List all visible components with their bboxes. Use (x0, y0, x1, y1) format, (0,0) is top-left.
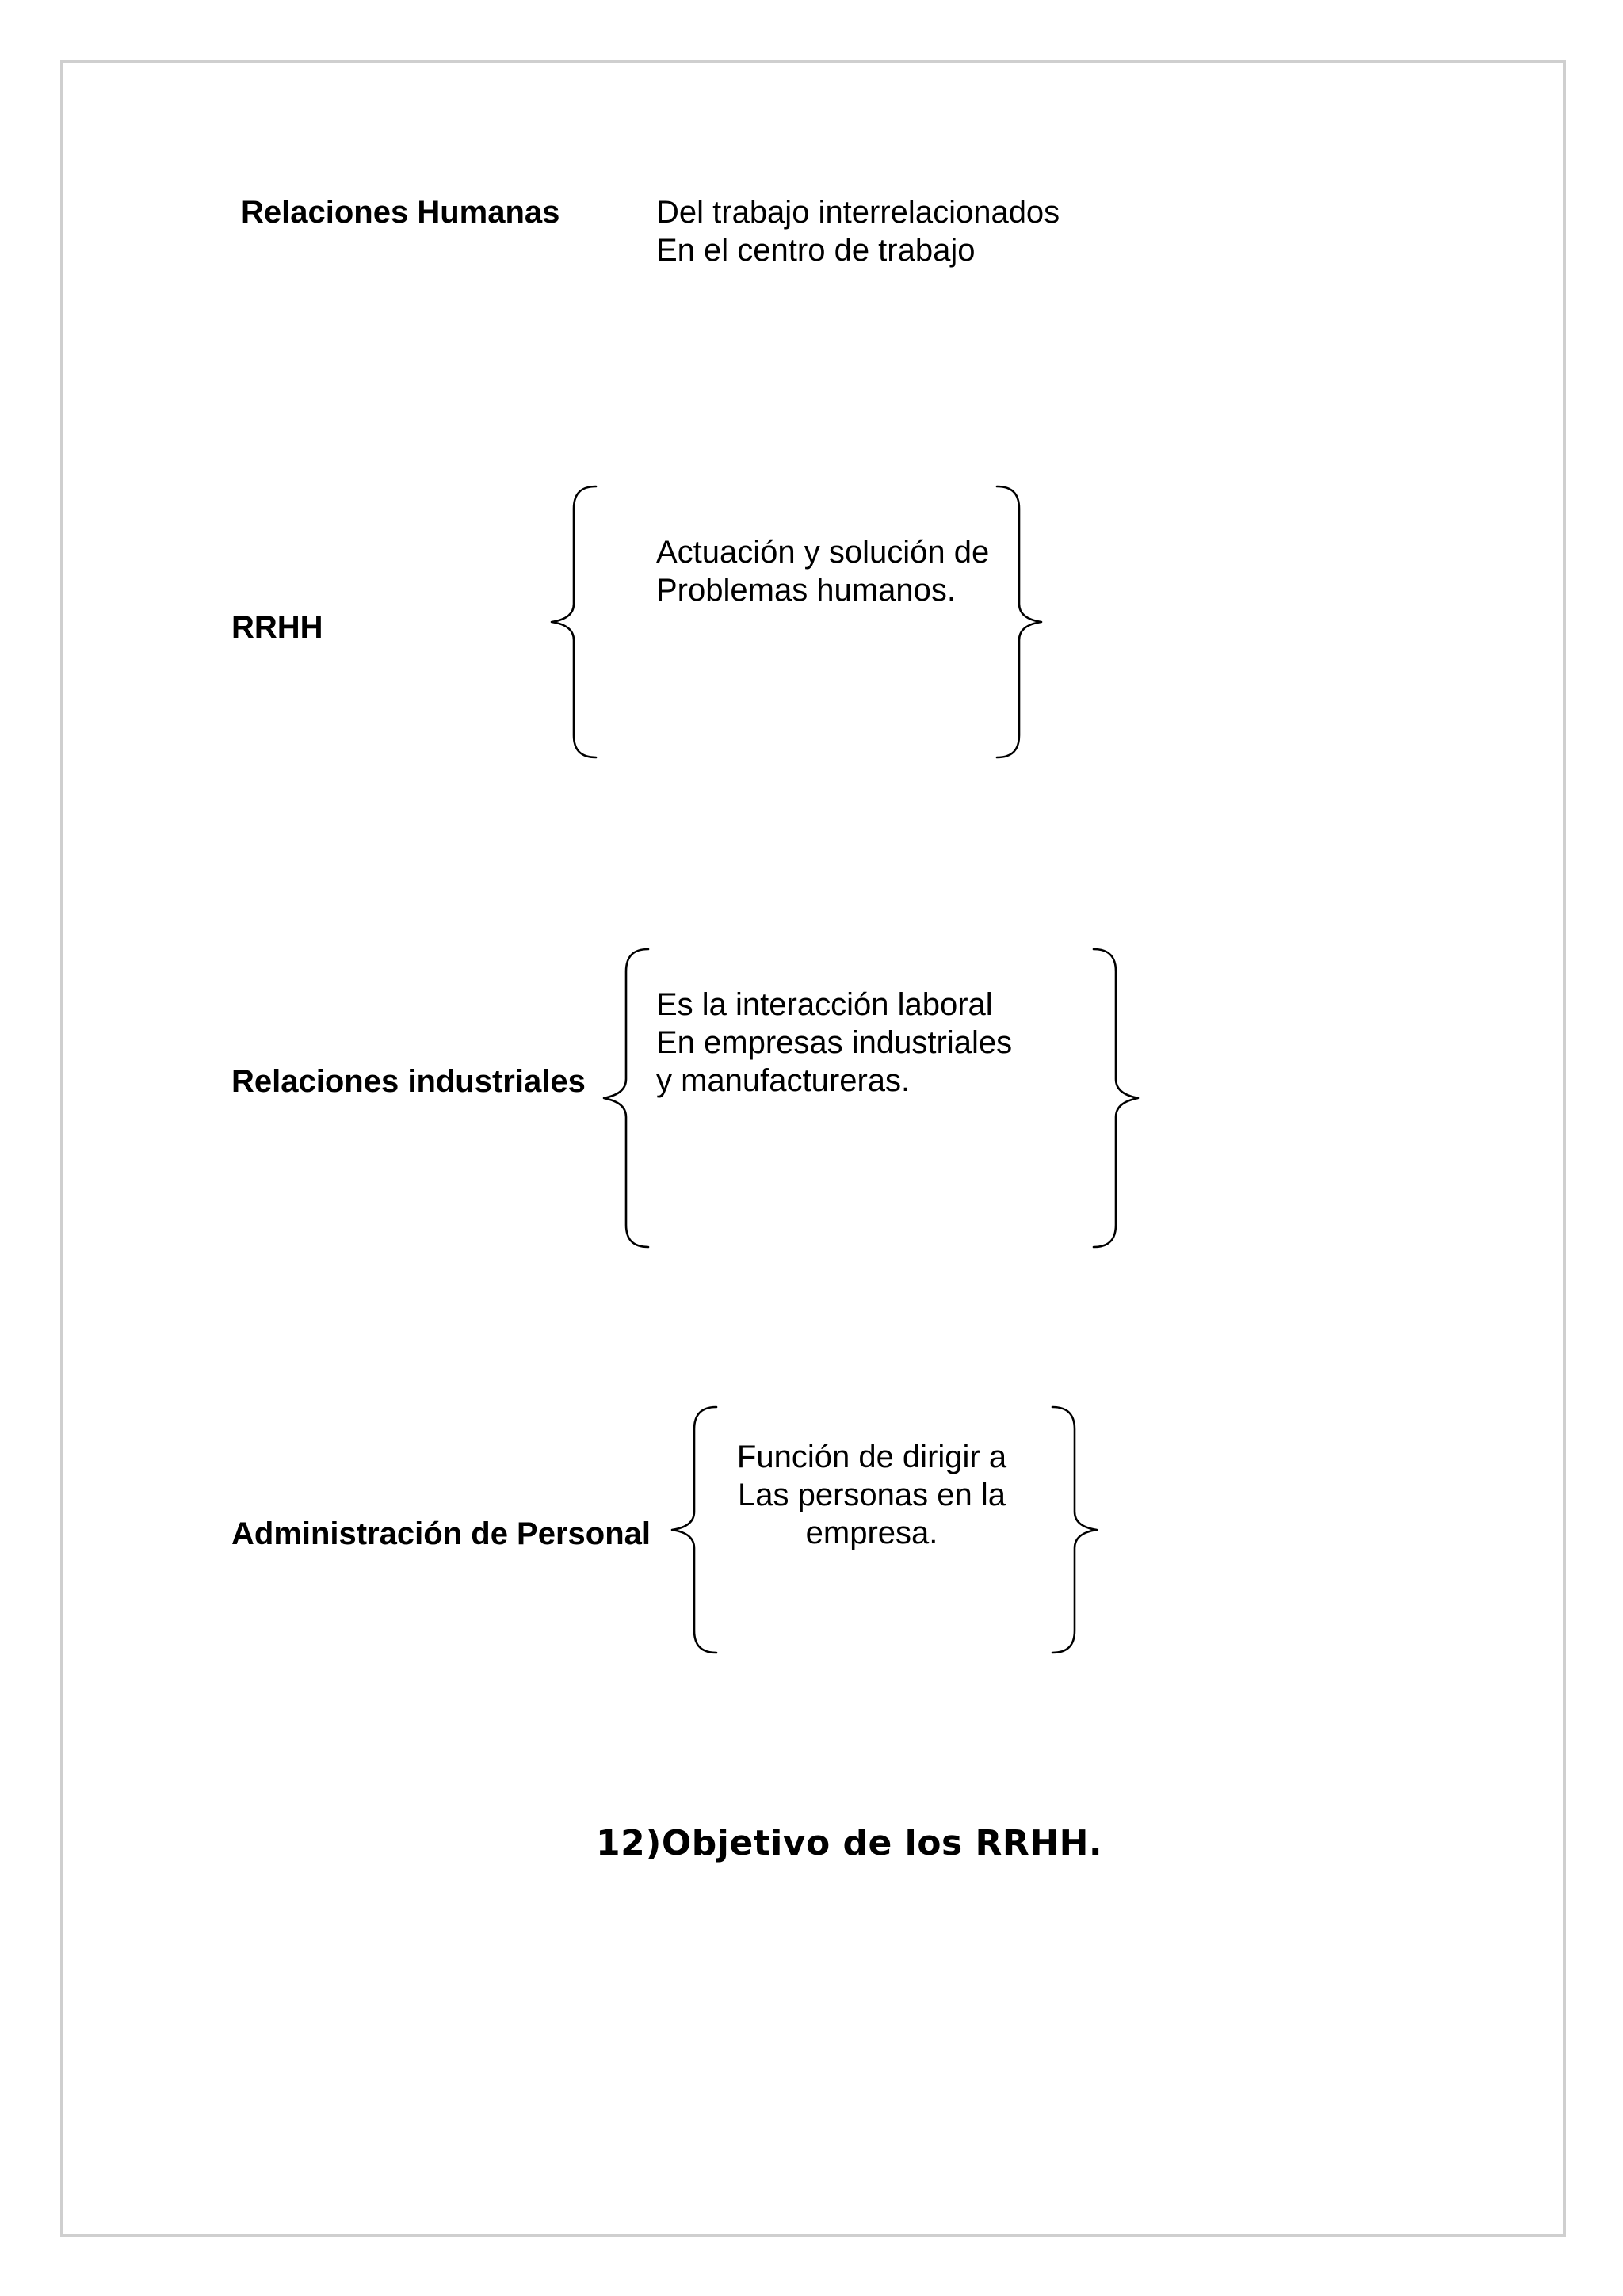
right-brace-icon (995, 485, 1046, 759)
description-line: empresa. (805, 1516, 938, 1550)
term-rrhh: RRHH (231, 610, 323, 645)
description-line: Las personas en la (737, 1478, 1006, 1512)
left-brace-icon (547, 485, 598, 759)
term-relaciones-industriales: Relaciones industriales (231, 1064, 586, 1099)
description-line: En empresas industriales (656, 1025, 1013, 1060)
description-line: Problemas humanos. (656, 573, 956, 608)
term-administracion-de-personal: Administración de Personal (231, 1516, 651, 1551)
page-border (60, 60, 1566, 2237)
term-relaciones-humanas: Relaciones Humanas (241, 195, 560, 230)
description-line: Del trabajo interrelacionados (656, 195, 1060, 230)
description-line: y manufactureras. (656, 1063, 911, 1098)
description-line: Es la interacción laboral (656, 987, 993, 1022)
description-line: Función de dirigir a (736, 1440, 1007, 1474)
left-brace-icon (667, 1405, 718, 1654)
description-line: Actuación y solución de (656, 535, 990, 570)
right-brace-icon (1051, 1405, 1102, 1654)
description-relaciones-industriales (656, 986, 1012, 1100)
left-brace-icon (599, 948, 650, 1249)
description-rrhh (656, 533, 989, 609)
description-administracion-de-personal (713, 1438, 1030, 1552)
description-relaciones-humanas (656, 193, 1060, 269)
right-brace-icon (1092, 948, 1143, 1249)
description-line: En el centro de trabajo (656, 233, 976, 268)
section-heading: 12)Objetivo de los RRHH. (596, 1823, 1103, 1863)
